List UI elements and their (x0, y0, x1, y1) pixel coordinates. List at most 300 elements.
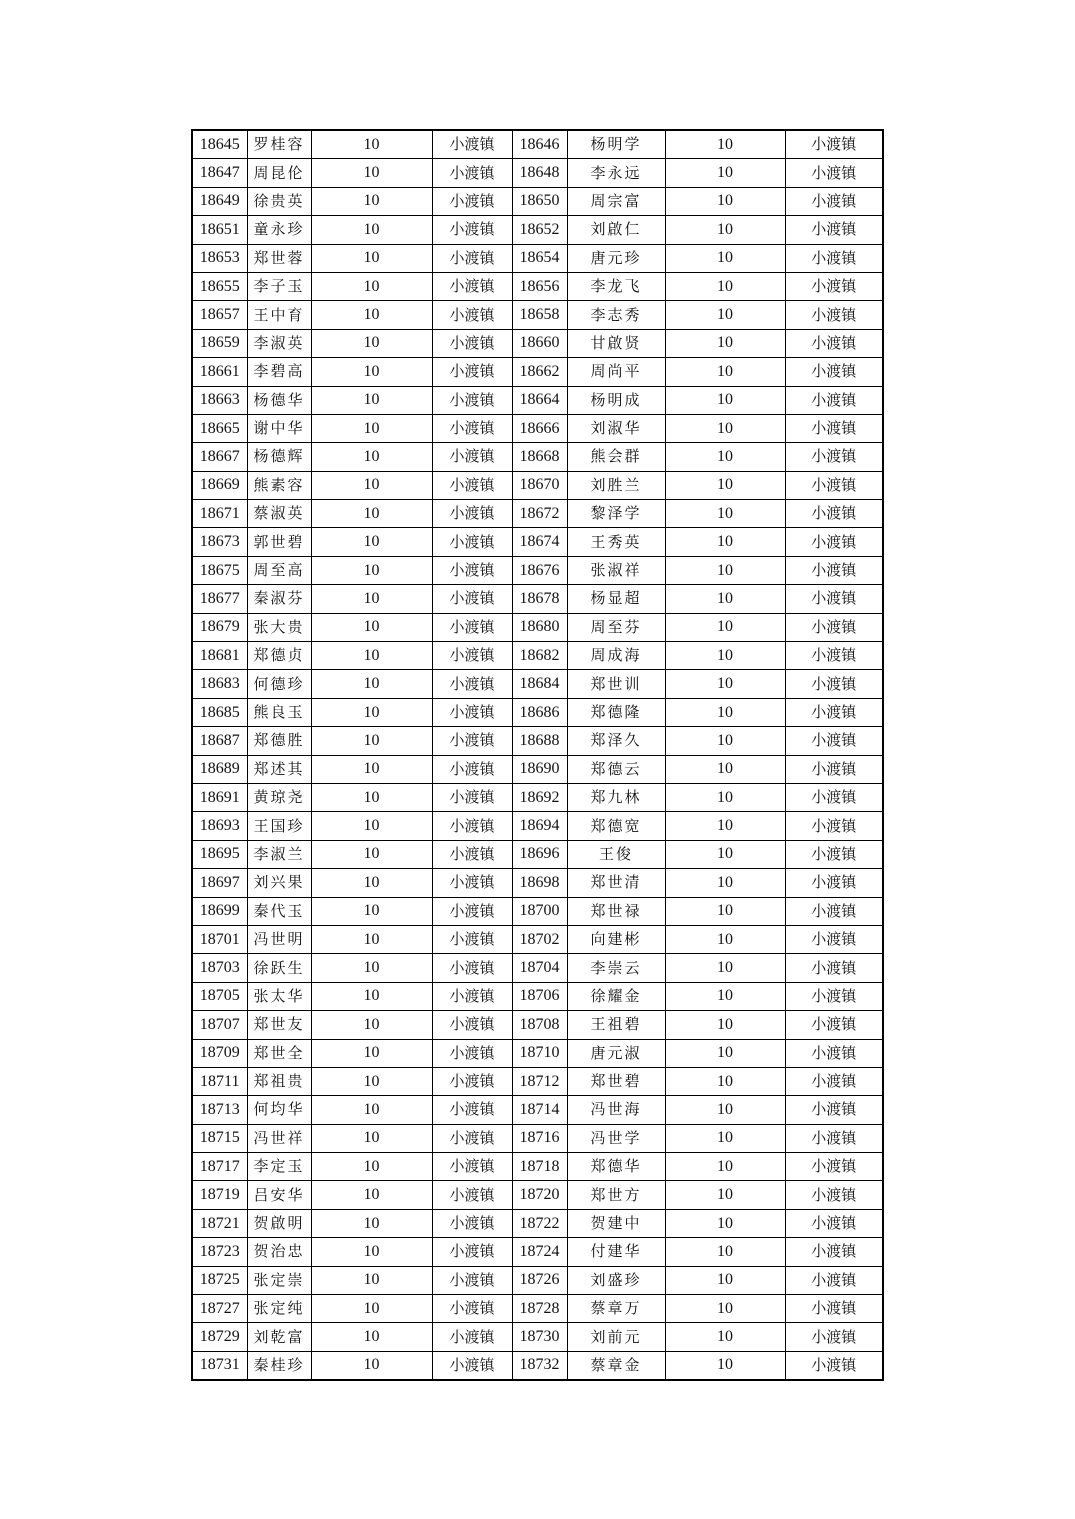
record-id-cell: 18664 (512, 386, 567, 414)
town-name-cell: 小渡镇 (785, 1181, 883, 1209)
table-row (192, 727, 883, 755)
town-name-cell: 小渡镇 (432, 329, 512, 357)
record-id-cell: 18696 (512, 840, 567, 868)
table-row (192, 386, 883, 414)
person-name-cell: 冯世明 (247, 925, 311, 953)
record-id-cell: 18663 (192, 386, 247, 414)
amount-cell: 10 (311, 585, 432, 613)
town-name-cell: 小渡镇 (432, 869, 512, 897)
amount-cell: 10 (665, 272, 785, 300)
town-name-cell: 小渡镇 (785, 272, 883, 300)
person-name-cell: 李志秀 (567, 301, 665, 329)
record-id-cell: 18718 (512, 1153, 567, 1181)
record-id-cell: 18697 (192, 869, 247, 897)
record-id-cell: 18684 (512, 670, 567, 698)
amount-cell: 10 (665, 1011, 785, 1039)
person-name-cell: 贺治忠 (247, 1238, 311, 1266)
record-id-cell: 18666 (512, 414, 567, 442)
person-name-cell: 谢中华 (247, 414, 311, 442)
record-id-cell: 18688 (512, 727, 567, 755)
town-name-cell: 小渡镇 (785, 613, 883, 641)
record-id-cell: 18682 (512, 642, 567, 670)
amount-cell: 10 (665, 727, 785, 755)
person-name-cell: 贺建中 (567, 1209, 665, 1237)
record-id-cell: 18720 (512, 1181, 567, 1209)
table-row (192, 1153, 883, 1181)
record-id-cell: 18725 (192, 1266, 247, 1294)
town-name-cell: 小渡镇 (432, 386, 512, 414)
amount-cell: 10 (665, 982, 785, 1010)
person-name-cell: 唐元淑 (567, 1039, 665, 1067)
table-row (192, 585, 883, 613)
table-row (192, 471, 883, 499)
amount-cell: 10 (311, 443, 432, 471)
table-row (192, 1323, 883, 1351)
record-id-cell: 18668 (512, 443, 567, 471)
table-row (192, 982, 883, 1010)
table-row (192, 954, 883, 982)
record-id-cell: 18698 (512, 869, 567, 897)
amount-cell: 10 (311, 1238, 432, 1266)
town-name-cell: 小渡镇 (432, 1209, 512, 1237)
town-name-cell: 小渡镇 (785, 755, 883, 783)
record-id-cell: 18694 (512, 812, 567, 840)
record-id-cell: 18676 (512, 556, 567, 584)
town-name-cell: 小渡镇 (432, 1153, 512, 1181)
amount-cell: 10 (665, 840, 785, 868)
amount-cell: 10 (311, 1067, 432, 1095)
amount-cell: 10 (665, 1124, 785, 1152)
amount-cell: 10 (311, 1124, 432, 1152)
person-name-cell: 刘前元 (567, 1323, 665, 1351)
amount-cell: 10 (311, 755, 432, 783)
amount-cell: 10 (665, 1181, 785, 1209)
record-id-cell: 18692 (512, 783, 567, 811)
record-id-cell: 18704 (512, 954, 567, 982)
amount-cell: 10 (665, 1209, 785, 1237)
amount-cell: 10 (311, 1039, 432, 1067)
amount-cell: 10 (311, 1011, 432, 1039)
town-name-cell: 小渡镇 (432, 897, 512, 925)
person-name-cell: 徐贵英 (247, 187, 311, 215)
person-name-cell: 李崇云 (567, 954, 665, 982)
record-id-cell: 18665 (192, 414, 247, 442)
record-id-cell: 18680 (512, 613, 567, 641)
amount-cell: 10 (665, 1067, 785, 1095)
record-id-cell: 18685 (192, 698, 247, 726)
town-name-cell: 小渡镇 (432, 585, 512, 613)
person-name-cell: 周宗富 (567, 187, 665, 215)
town-name-cell: 小渡镇 (785, 159, 883, 187)
record-id-cell: 18727 (192, 1295, 247, 1323)
record-id-cell: 18706 (512, 982, 567, 1010)
record-id-cell: 18708 (512, 1011, 567, 1039)
person-name-cell: 李定玉 (247, 1153, 311, 1181)
record-id-cell: 18707 (192, 1011, 247, 1039)
record-id-cell: 18712 (512, 1067, 567, 1095)
town-name-cell: 小渡镇 (432, 1351, 512, 1380)
record-id-cell: 18653 (192, 244, 247, 272)
record-id-cell: 18713 (192, 1096, 247, 1124)
amount-cell: 10 (665, 698, 785, 726)
amount-cell: 10 (665, 500, 785, 528)
table-row (192, 1295, 883, 1323)
town-name-cell: 小渡镇 (785, 1153, 883, 1181)
amount-cell: 10 (311, 1181, 432, 1209)
person-name-cell: 熊良玉 (247, 698, 311, 726)
record-id-cell: 18649 (192, 187, 247, 215)
town-name-cell: 小渡镇 (432, 216, 512, 244)
table-row (192, 840, 883, 868)
record-id-cell: 18662 (512, 358, 567, 386)
record-id-cell: 18732 (512, 1351, 567, 1380)
record-id-cell: 18717 (192, 1153, 247, 1181)
table-row (192, 1124, 883, 1152)
amount-cell: 10 (311, 982, 432, 1010)
record-id-cell: 18686 (512, 698, 567, 726)
town-name-cell: 小渡镇 (785, 1295, 883, 1323)
amount-cell: 10 (665, 358, 785, 386)
town-name-cell: 小渡镇 (432, 414, 512, 442)
person-name-cell: 郭世碧 (247, 528, 311, 556)
person-name-cell: 李淑英 (247, 329, 311, 357)
town-name-cell: 小渡镇 (785, 471, 883, 499)
person-name-cell: 李永远 (567, 159, 665, 187)
table-row (192, 1096, 883, 1124)
record-id-cell: 18672 (512, 500, 567, 528)
amount-cell: 10 (665, 1323, 785, 1351)
record-id-cell: 18648 (512, 159, 567, 187)
person-name-cell: 郑泽久 (567, 727, 665, 755)
town-name-cell: 小渡镇 (432, 812, 512, 840)
person-name-cell: 甘啟贤 (567, 329, 665, 357)
town-name-cell: 小渡镇 (432, 954, 512, 982)
record-id-cell: 18722 (512, 1209, 567, 1237)
town-name-cell: 小渡镇 (432, 670, 512, 698)
town-name-cell: 小渡镇 (432, 727, 512, 755)
table-row (192, 244, 883, 272)
table-row (192, 1011, 883, 1039)
person-name-cell: 郑德宽 (567, 812, 665, 840)
amount-cell: 10 (665, 1096, 785, 1124)
person-name-cell: 付建华 (567, 1238, 665, 1266)
amount-cell: 10 (311, 187, 432, 215)
town-name-cell: 小渡镇 (785, 1124, 883, 1152)
record-id-cell: 18701 (192, 925, 247, 953)
amount-cell: 10 (665, 670, 785, 698)
record-id-cell: 18678 (512, 585, 567, 613)
person-name-cell: 郑世蓉 (247, 244, 311, 272)
person-name-cell: 何均华 (247, 1096, 311, 1124)
record-id-cell: 18689 (192, 755, 247, 783)
table-row (192, 670, 883, 698)
record-id-cell: 18690 (512, 755, 567, 783)
person-name-cell: 周至高 (247, 556, 311, 584)
table-row (192, 1351, 883, 1380)
record-id-cell: 18711 (192, 1067, 247, 1095)
amount-cell: 10 (665, 642, 785, 670)
town-name-cell: 小渡镇 (432, 982, 512, 1010)
record-id-cell: 18687 (192, 727, 247, 755)
town-name-cell: 小渡镇 (785, 1266, 883, 1294)
person-name-cell: 秦桂珍 (247, 1351, 311, 1380)
person-name-cell: 刘啟仁 (567, 216, 665, 244)
amount-cell: 10 (665, 783, 785, 811)
town-name-cell: 小渡镇 (785, 812, 883, 840)
amount-cell: 10 (311, 642, 432, 670)
table-row (192, 1209, 883, 1237)
record-id-cell: 18656 (512, 272, 567, 300)
person-name-cell: 刘胜兰 (567, 471, 665, 499)
person-name-cell: 郑世碧 (567, 1067, 665, 1095)
amount-cell: 10 (665, 386, 785, 414)
town-name-cell: 小渡镇 (432, 130, 512, 159)
table-row (192, 130, 883, 159)
person-name-cell: 郑九林 (567, 783, 665, 811)
record-id-cell: 18658 (512, 301, 567, 329)
table-row (192, 187, 883, 215)
record-id-cell: 18661 (192, 358, 247, 386)
person-name-cell: 周成海 (567, 642, 665, 670)
town-name-cell: 小渡镇 (432, 1295, 512, 1323)
amount-cell: 10 (665, 301, 785, 329)
table-row (192, 613, 883, 641)
record-id-cell: 18650 (512, 187, 567, 215)
amount-cell: 10 (665, 613, 785, 641)
town-name-cell: 小渡镇 (432, 755, 512, 783)
person-name-cell: 杨明学 (567, 130, 665, 159)
table-row (192, 783, 883, 811)
amount-cell: 10 (665, 187, 785, 215)
person-name-cell: 冯世学 (567, 1124, 665, 1152)
record-id-cell: 18647 (192, 159, 247, 187)
table-row (192, 812, 883, 840)
town-name-cell: 小渡镇 (785, 244, 883, 272)
town-name-cell: 小渡镇 (432, 272, 512, 300)
person-name-cell: 郑德隆 (567, 698, 665, 726)
town-name-cell: 小渡镇 (785, 216, 883, 244)
person-name-cell: 吕安华 (247, 1181, 311, 1209)
town-name-cell: 小渡镇 (785, 727, 883, 755)
town-name-cell: 小渡镇 (785, 585, 883, 613)
town-name-cell: 小渡镇 (785, 783, 883, 811)
record-id-cell: 18674 (512, 528, 567, 556)
town-name-cell: 小渡镇 (785, 329, 883, 357)
town-name-cell: 小渡镇 (432, 443, 512, 471)
person-name-cell: 冯世海 (567, 1096, 665, 1124)
amount-cell: 10 (665, 1266, 785, 1294)
table-row (192, 1067, 883, 1095)
table-row (192, 443, 883, 471)
town-name-cell: 小渡镇 (785, 358, 883, 386)
amount-cell: 10 (665, 244, 785, 272)
town-name-cell: 小渡镇 (785, 1323, 883, 1351)
town-name-cell: 小渡镇 (432, 925, 512, 953)
amount-cell: 10 (311, 869, 432, 897)
record-id-cell: 18714 (512, 1096, 567, 1124)
person-name-cell: 王秀英 (567, 528, 665, 556)
amount-cell: 10 (311, 130, 432, 159)
town-name-cell: 小渡镇 (432, 159, 512, 187)
town-name-cell: 小渡镇 (785, 1209, 883, 1237)
amount-cell: 10 (311, 500, 432, 528)
amount-cell: 10 (665, 216, 785, 244)
town-name-cell: 小渡镇 (785, 1238, 883, 1266)
person-name-cell: 刘淑华 (567, 414, 665, 442)
amount-cell: 10 (311, 613, 432, 641)
town-name-cell: 小渡镇 (785, 869, 883, 897)
amount-cell: 10 (311, 272, 432, 300)
town-name-cell: 小渡镇 (432, 187, 512, 215)
town-name-cell: 小渡镇 (785, 642, 883, 670)
town-name-cell: 小渡镇 (785, 698, 883, 726)
amount-cell: 10 (665, 585, 785, 613)
town-name-cell: 小渡镇 (785, 443, 883, 471)
person-name-cell: 郑世方 (567, 1181, 665, 1209)
table-row (192, 272, 883, 300)
amount-cell: 10 (311, 528, 432, 556)
town-name-cell: 小渡镇 (432, 1124, 512, 1152)
town-name-cell: 小渡镇 (785, 130, 883, 159)
record-id-cell: 18729 (192, 1323, 247, 1351)
person-name-cell: 童永珍 (247, 216, 311, 244)
person-name-cell: 唐元珍 (567, 244, 665, 272)
town-name-cell: 小渡镇 (432, 528, 512, 556)
person-name-cell: 秦代玉 (247, 897, 311, 925)
record-id-cell: 18675 (192, 556, 247, 584)
amount-cell: 10 (311, 414, 432, 442)
amount-cell: 10 (311, 1266, 432, 1294)
person-name-cell: 熊素容 (247, 471, 311, 499)
record-id-cell: 18660 (512, 329, 567, 357)
table-row (192, 301, 883, 329)
amount-cell: 10 (665, 869, 785, 897)
record-id-cell: 18677 (192, 585, 247, 613)
person-name-cell: 杨德华 (247, 386, 311, 414)
table-row (192, 1266, 883, 1294)
amount-cell: 10 (311, 727, 432, 755)
amount-cell: 10 (665, 1351, 785, 1380)
person-name-cell: 贺啟明 (247, 1209, 311, 1237)
amount-cell: 10 (665, 1039, 785, 1067)
person-name-cell: 郑德云 (567, 755, 665, 783)
person-name-cell: 蔡章万 (567, 1295, 665, 1323)
amount-cell: 10 (311, 925, 432, 953)
person-name-cell: 冯世祥 (247, 1124, 311, 1152)
table-row (192, 698, 883, 726)
town-name-cell: 小渡镇 (432, 301, 512, 329)
person-name-cell: 熊会群 (567, 443, 665, 471)
table-row (192, 755, 883, 783)
town-name-cell: 小渡镇 (432, 1181, 512, 1209)
record-id-cell: 18659 (192, 329, 247, 357)
amount-cell: 10 (311, 386, 432, 414)
person-name-cell: 王祖碧 (567, 1011, 665, 1039)
amount-cell: 10 (311, 897, 432, 925)
town-name-cell: 小渡镇 (432, 471, 512, 499)
person-name-cell: 刘盛珍 (567, 1266, 665, 1294)
table-row (192, 329, 883, 357)
amount-cell: 10 (665, 755, 785, 783)
record-id-cell: 18703 (192, 954, 247, 982)
town-name-cell: 小渡镇 (785, 925, 883, 953)
town-name-cell: 小渡镇 (785, 982, 883, 1010)
record-id-cell: 18671 (192, 500, 247, 528)
person-name-cell: 杨明成 (567, 386, 665, 414)
table-row (192, 1039, 883, 1067)
town-name-cell: 小渡镇 (785, 556, 883, 584)
amount-cell: 10 (311, 159, 432, 187)
person-name-cell: 李碧高 (247, 358, 311, 386)
person-name-cell: 杨显超 (567, 585, 665, 613)
town-name-cell: 小渡镇 (432, 840, 512, 868)
table-row (192, 1238, 883, 1266)
record-id-cell: 18670 (512, 471, 567, 499)
person-name-cell: 郑世友 (247, 1011, 311, 1039)
amount-cell: 10 (665, 414, 785, 442)
amount-cell: 10 (665, 954, 785, 982)
person-name-cell: 杨德辉 (247, 443, 311, 471)
amount-cell: 10 (311, 698, 432, 726)
record-id-cell: 18654 (512, 244, 567, 272)
person-name-cell: 郑德华 (567, 1153, 665, 1181)
person-name-cell: 李淑兰 (247, 840, 311, 868)
town-name-cell: 小渡镇 (432, 500, 512, 528)
person-name-cell: 张定纯 (247, 1295, 311, 1323)
record-id-cell: 18645 (192, 130, 247, 159)
table-row (192, 216, 883, 244)
person-name-cell: 周至芬 (567, 613, 665, 641)
table-row (192, 556, 883, 584)
town-name-cell: 小渡镇 (785, 954, 883, 982)
person-name-cell: 郑世全 (247, 1039, 311, 1067)
roster-table (191, 129, 884, 1381)
person-name-cell: 秦淑芬 (247, 585, 311, 613)
record-id-cell: 18728 (512, 1295, 567, 1323)
town-name-cell: 小渡镇 (785, 1067, 883, 1095)
table-row (192, 414, 883, 442)
person-name-cell: 郑德贞 (247, 642, 311, 670)
amount-cell: 10 (665, 556, 785, 584)
town-name-cell: 小渡镇 (785, 414, 883, 442)
amount-cell: 10 (665, 471, 785, 499)
record-id-cell: 18710 (512, 1039, 567, 1067)
person-name-cell: 周昆伦 (247, 159, 311, 187)
person-name-cell: 刘乾富 (247, 1323, 311, 1351)
amount-cell: 10 (311, 1351, 432, 1380)
town-name-cell: 小渡镇 (432, 556, 512, 584)
person-name-cell: 郑世禄 (567, 897, 665, 925)
town-name-cell: 小渡镇 (785, 840, 883, 868)
table-row (192, 500, 883, 528)
town-name-cell: 小渡镇 (432, 1266, 512, 1294)
record-id-cell: 18709 (192, 1039, 247, 1067)
town-name-cell: 小渡镇 (785, 528, 883, 556)
record-id-cell: 18652 (512, 216, 567, 244)
person-name-cell: 郑祖贵 (247, 1067, 311, 1095)
record-id-cell: 18695 (192, 840, 247, 868)
amount-cell: 10 (311, 556, 432, 584)
town-name-cell: 小渡镇 (785, 187, 883, 215)
town-name-cell: 小渡镇 (432, 1011, 512, 1039)
town-name-cell: 小渡镇 (432, 358, 512, 386)
amount-cell: 10 (311, 783, 432, 811)
amount-cell: 10 (311, 1096, 432, 1124)
record-id-cell: 18651 (192, 216, 247, 244)
record-id-cell: 18693 (192, 812, 247, 840)
person-name-cell: 张定崇 (247, 1266, 311, 1294)
record-id-cell: 18699 (192, 897, 247, 925)
